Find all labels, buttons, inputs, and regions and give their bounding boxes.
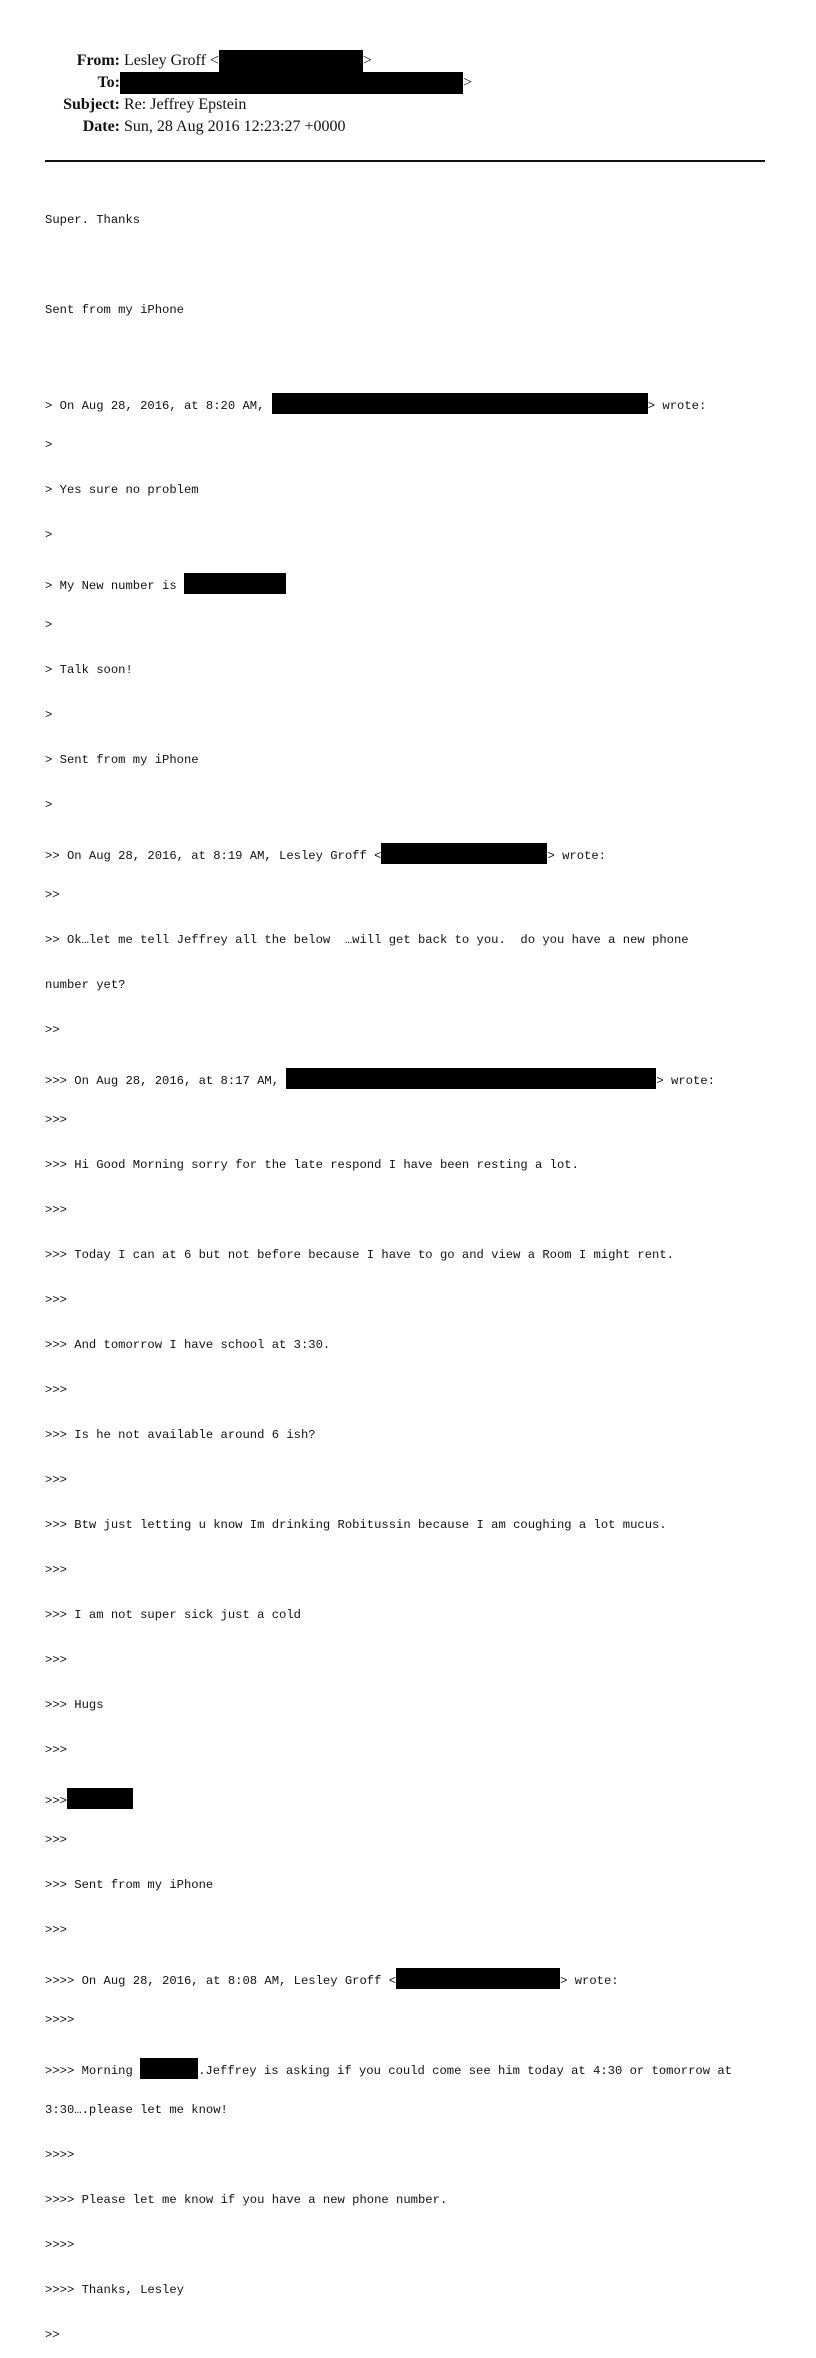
from-value: Lesley Groff < > xyxy=(120,50,372,72)
body-line: >>> xyxy=(45,1743,67,1757)
body-line: >> Ok…let me tell Jeffrey all the below …will get back to you. do you have a new phone xyxy=(45,933,689,947)
body-line: > xyxy=(45,798,53,812)
body-line: >>> I am not super sick just a cold xyxy=(45,1608,301,1622)
body-line: >> xyxy=(45,2328,60,2342)
body-line: > xyxy=(45,528,53,542)
blank-line xyxy=(45,258,785,273)
body-line: > xyxy=(45,438,53,452)
redaction-block xyxy=(219,50,363,72)
redaction-block xyxy=(140,2058,198,2079)
redaction-block xyxy=(381,843,547,864)
body-line: > Yes sure no problem xyxy=(45,483,199,497)
body-line: > Talk soon! xyxy=(45,663,133,677)
redaction-block xyxy=(396,1968,560,1989)
body-line: >>> xyxy=(45,1788,785,1803)
quote-header: >>>> On Aug 28, 2016, at 8:08 AM, Lesley Groff < > wrote: xyxy=(45,1968,785,1983)
email-body xyxy=(45,183,785,2358)
body-line: >>>> Please let me know if you have a new phone number. xyxy=(45,2193,448,2207)
date-label: Date: xyxy=(82,118,120,135)
from-label: From: xyxy=(76,52,120,69)
body-line: >>> xyxy=(45,1113,67,1127)
redaction-block xyxy=(184,573,286,594)
body-line: >>>> Thanks, Lesley xyxy=(45,2283,184,2297)
body-line: >>> And tomorrow I have school at 3:30. xyxy=(45,1338,331,1352)
body-line: 3:30….please let me know! xyxy=(45,2103,228,2117)
body-line: >>> xyxy=(45,1563,67,1577)
body-line: number yet? xyxy=(45,978,126,992)
redaction-block xyxy=(272,393,648,414)
body-line: Super. Thanks xyxy=(45,213,141,227)
redaction-block xyxy=(67,1788,133,1809)
quote-header: >>> On Aug 28, 2016, at 8:17 AM, > wrote: xyxy=(45,1068,785,1083)
body-line: >>>> xyxy=(45,2013,75,2027)
redaction-block xyxy=(286,1068,656,1089)
body-line: >>>> xyxy=(45,2238,75,2252)
subject-label: Subject: xyxy=(63,96,120,113)
body-line: > My New number is xyxy=(45,573,785,588)
body-line: Sent from my iPhone xyxy=(45,303,184,317)
to-value: > xyxy=(120,72,472,94)
body-line: >>> xyxy=(45,1293,67,1307)
body-line: > xyxy=(45,708,53,722)
body-line: >>> Sent from my iPhone xyxy=(45,1878,214,1892)
redaction-block xyxy=(120,72,463,94)
body-line: > xyxy=(45,618,53,632)
body-line: >>> Hugs xyxy=(45,1698,104,1712)
body-line: >> xyxy=(45,888,60,902)
body-line: >>> xyxy=(45,1833,67,1847)
quote-header: > On Aug 28, 2016, at 8:20 AM, > wrote: xyxy=(45,393,785,408)
body-line: >>> xyxy=(45,1383,67,1397)
body-line: >>>> xyxy=(45,2148,75,2162)
body-line: > Sent from my iPhone xyxy=(45,753,199,767)
body-line: >>> xyxy=(45,1653,67,1667)
to-label: To: xyxy=(97,74,120,91)
blank-line xyxy=(45,348,785,363)
body-line: >>> xyxy=(45,1203,67,1217)
body-line: >>> Hi Good Morning sorry for the late respond I have been resting a lot. xyxy=(45,1158,579,1172)
date-value: Sun, 28 Aug 2016 12:23:27 +0000 xyxy=(124,118,346,135)
subject-value: Re: Jeffrey Epstein xyxy=(124,96,247,113)
body-line: >>> xyxy=(45,1923,67,1937)
body-line: >> xyxy=(45,1023,60,1037)
quote-header: >> On Aug 28, 2016, at 8:19 AM, Lesley Groff < > wrote: xyxy=(45,843,785,858)
body-line: >>> Btw just letting u know Im drinking Robitussin because I am coughing a lot mucus. xyxy=(45,1518,667,1532)
body-line: >>> Is he not available around 6 ish? xyxy=(45,1428,316,1442)
header-divider xyxy=(45,160,765,162)
body-line: >>> Today I can at 6 but not before because I have to go and view a Room I might rent. xyxy=(45,1248,674,1262)
body-line: >>> xyxy=(45,1473,67,1487)
body-line: >>>> Morning .Jeffrey is asking if you could come see him today at 4:30 or tomorrow at xyxy=(45,2058,785,2073)
